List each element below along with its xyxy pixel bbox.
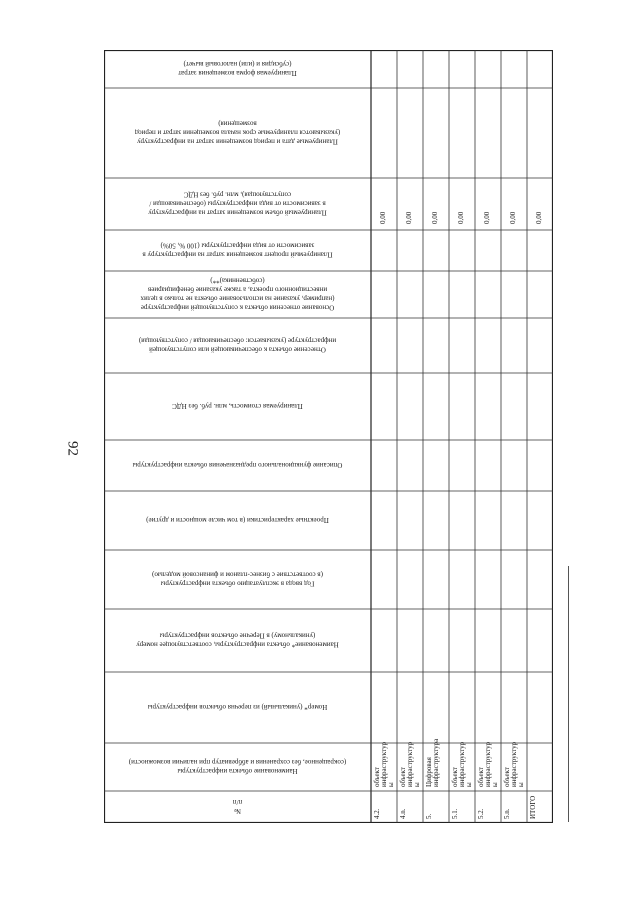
row-name-text: ы <box>491 782 499 787</box>
row-name-text: объект <box>477 767 485 787</box>
cost-volume-text: 0,00 <box>457 211 465 224</box>
column-header-text: (сокращенное, без сохранения и аббревиатур при наличии возможности) <box>128 758 347 766</box>
row-name-text: ы <box>517 782 525 787</box>
column-header-text: № <box>234 807 241 815</box>
row-number <box>503 808 511 819</box>
column-header-text: Отнесение объекта к обеспечивающей или сопутствующей <box>149 345 326 354</box>
row-name-text: ы <box>387 782 395 787</box>
row-number-text: 4.2. <box>373 808 381 819</box>
row-name <box>413 782 421 787</box>
scan-edge-line <box>568 566 569 822</box>
cost-volume-text: 0,00 <box>535 211 543 224</box>
column-header <box>151 571 323 588</box>
row-number <box>529 796 537 819</box>
row-number <box>425 814 433 820</box>
column-header-text: зависимости от вида инфраструктуры (100 %, 50%) <box>160 241 315 250</box>
column-header-text: Год ввода в эксплуатацию объекта инфраструктуры <box>160 579 315 588</box>
row-number <box>477 808 485 819</box>
column-header-text: инвестиционного проекта, а также указание бенефициариев <box>147 285 328 294</box>
column-header-text: Планируемая форма возмещения затрат <box>178 69 297 77</box>
cost-volume-value <box>483 211 491 224</box>
column-header-text: возмещения) <box>218 119 257 128</box>
column-header-text: (собственника)**) <box>210 276 265 285</box>
column-header-text: Планируемая стоимость, млн. руб. без НДС <box>172 402 303 410</box>
column-header-text: Планируемый объем возмещения затрат на инфраструктуру <box>148 208 327 217</box>
rotated-table <box>104 50 553 823</box>
cost-volume-value <box>431 211 439 224</box>
cost-volume-value <box>535 211 543 224</box>
row-name-text: инфраструктур <box>380 741 388 787</box>
page-number: 92 <box>64 441 81 456</box>
column-header-text: в зависимости от вида инфраструктуры (обеспечивающая / <box>149 199 326 208</box>
column-header-text: Номер* (уникальный) из перечня объектов инфраструктуры <box>147 703 328 711</box>
row-number-text: 5.2. <box>477 808 485 819</box>
column-header-text: Планируемые дата и период возмещения затрат на инфраструктуру <box>137 137 338 146</box>
row-number <box>399 808 407 819</box>
row-name <box>432 738 440 787</box>
column-header <box>138 337 336 354</box>
column-header-text: Основание отнесения объекта к сопутствующей инфраструктуре <box>140 303 335 312</box>
row-name-text: инфраструктур <box>458 741 466 787</box>
row-name-text: объект <box>373 767 381 787</box>
column-header <box>134 120 340 146</box>
row-name-text: объект <box>451 767 459 787</box>
column-header-text: (уникальному) в Перечне объектов инфраструктуры <box>159 631 316 640</box>
column-header-text: Наименование* объекта инфраструктуры, соответствующее номеру <box>136 640 339 649</box>
cost-volume-text: 0,00 <box>431 211 439 224</box>
column-header-text: (субсидия и (или) налоговый вычет) <box>183 60 292 68</box>
table-svg <box>104 50 553 823</box>
column-header-text: (указываются планируемые срок начала возмещения затрат и период <box>134 128 341 137</box>
column-header <box>147 703 327 711</box>
row-name <box>465 782 473 787</box>
row-name-text: инфраструктура <box>432 738 440 787</box>
column-header <box>148 191 327 217</box>
column-header <box>172 402 303 410</box>
cost-volume-text: 0,00 <box>483 211 491 224</box>
row-name <box>458 741 466 787</box>
column-header <box>146 516 329 524</box>
column-header <box>233 798 243 815</box>
cost-volume-value <box>457 211 465 224</box>
row-name <box>380 741 388 787</box>
row-name <box>387 782 395 787</box>
column-header-text: п/п <box>232 798 243 806</box>
row-name-text: инфраструктур <box>406 741 414 787</box>
column-header-text: Проектные характеристики (в том числе мощности и другие) <box>146 516 329 524</box>
row-number <box>373 808 381 819</box>
cost-volume-text: 0,00 <box>379 211 387 224</box>
column-header <box>142 242 333 259</box>
row-number-text: ИТОГО <box>529 795 537 819</box>
row-name-text: объект <box>399 767 407 787</box>
row-name <box>491 782 499 787</box>
row-name-text: ы <box>465 782 473 787</box>
column-header <box>136 632 339 649</box>
row-name-text: объект <box>503 767 511 787</box>
column-header-text: сопутствующая), млн. руб. без НДС <box>183 190 292 199</box>
cost-volume-text: 0,00 <box>405 211 413 224</box>
row-name-text: ы <box>413 782 421 787</box>
cost-volume-value <box>509 211 517 224</box>
column-header <box>128 758 346 775</box>
row-number-text: 5. <box>425 813 433 819</box>
column-header-text: Описание функционального предназначения объекта инфраструктуры <box>132 461 343 469</box>
cost-volume-value <box>405 211 413 224</box>
column-header-text: Наименование объекта инфраструктуры <box>177 767 298 775</box>
cost-volume-text: 0,00 <box>509 211 517 224</box>
row-name-text: Цифровая <box>425 757 433 787</box>
column-header-text: (например, указание на использование объекта не только в целях <box>140 294 335 303</box>
row-name-text: инфраструктур <box>510 741 518 787</box>
row-name <box>484 741 492 787</box>
column-header <box>132 461 342 469</box>
row-name <box>406 741 414 787</box>
row-number-text: 4.n. <box>399 808 407 819</box>
column-header <box>140 277 334 312</box>
row-number <box>451 808 459 819</box>
column-header-text: (в соответствие с бизнес-планом и финансовой моделью) <box>152 570 323 579</box>
row-number-text: 5.1. <box>451 808 459 819</box>
column-header-text: инфраструктуре (указывается: обеспечивающая / сопутствующая) <box>138 336 337 345</box>
row-number-text: 5.n. <box>503 808 511 819</box>
row-name <box>517 782 525 787</box>
column-header-text: Планируемый процент возмещения затрат на инфраструктуру в <box>142 250 333 259</box>
row-name-text: инфраструктур <box>484 741 492 787</box>
column-header <box>178 60 296 77</box>
cost-volume-value <box>379 211 387 224</box>
row-name <box>510 741 518 787</box>
